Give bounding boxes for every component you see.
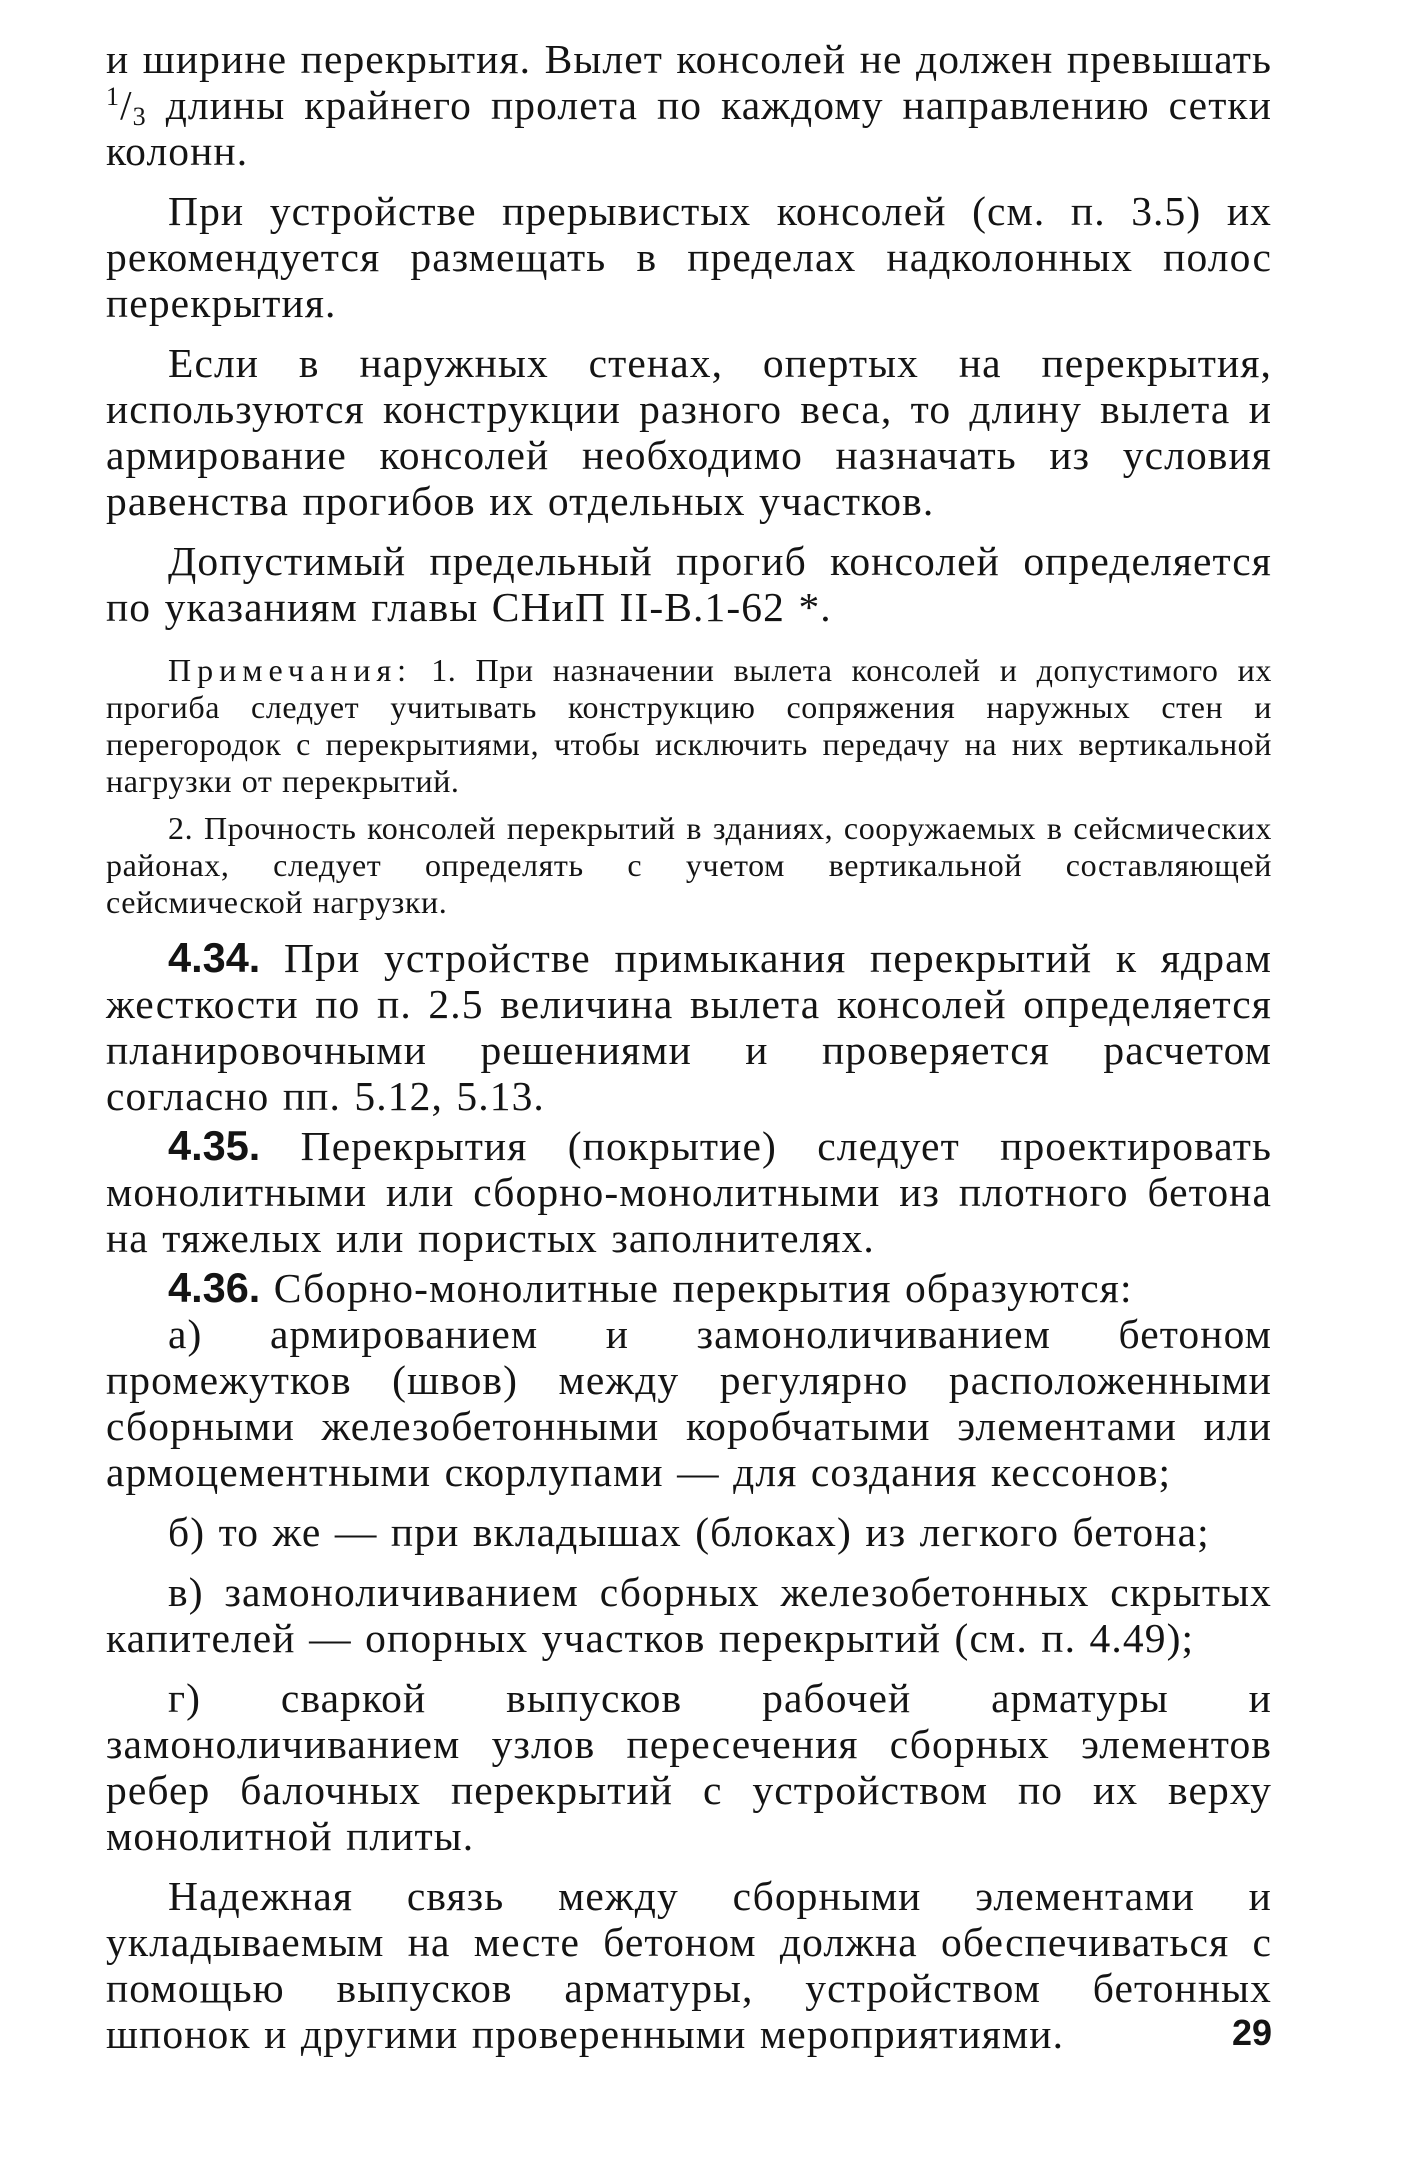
list-item-d: г) сваркой выпусков рабочей арматуры и замоноличиванием узлов пересечения сборных элементов ребер балочных перекрытий с устройством по их верху монолитной плиты. bbox=[106, 1675, 1272, 1859]
note-1 bbox=[106, 652, 1272, 800]
paragraph-text: длины крайнего пролета по каждому направлению сетки колонн. bbox=[106, 82, 1272, 174]
list-item-c: в) замоноличиванием сборных железобетонных скрытых капителей — опорных участков перекрытий (см. п. 4.49); bbox=[106, 1569, 1272, 1661]
section-number: 4.34. bbox=[168, 934, 261, 981]
paragraph-allowable-deflection: Допустимый предельный прогиб консолей определяется по указаниям главы СНиП II-В.1-62 *. bbox=[106, 538, 1272, 630]
document-page bbox=[106, 36, 1272, 2057]
note-2: 2. Прочность консолей перекрытий в зданиях, сооружаемых в сейсмических районах, следует определять с учетом вертикальной составляющей сейсмической нагрузки. bbox=[106, 810, 1272, 920]
list-item-b: б) то же — при вкладышах (блоках) из легкого бетона; bbox=[168, 1509, 1210, 1555]
section-text: Перекрытия (покрытие) следует проектировать монолитными или сборно-монолитными из плотного бетона на тяжелых или пористых заполнителях. bbox=[106, 1123, 1272, 1261]
section-4-34 bbox=[106, 935, 1272, 1119]
page-number: 29 bbox=[1231, 2012, 1272, 2053]
paragraph-intermittent-consoles: При устройстве прерывистых консолей (см. п. 3.5) их рекомендуется размещать в пределах надколонных полос перекрытия. bbox=[106, 188, 1272, 326]
notes-label: Примечания: bbox=[168, 652, 413, 688]
section-text: При устройстве примыкания перекрытий к ядрам жесткости по п. 2.5 величина вылета консолей определяется планировочными решениями и проверяется расчетом согласно пп. 5.12, 5.13. bbox=[106, 935, 1272, 1119]
note-1-text: 1. При назначении вылета консолей и допустимого их прогиба следует учитывать конструкцию сопряжения наружных стен и перегородок с перекрытиями, чтобы исключить передачу на них вертикальной нагрузки от перекрытий. bbox=[106, 652, 1272, 799]
paragraph-exterior-walls: Если в наружных стенах, опертых на перекрытия, используются конструкции разного веса, то длину вылета и армирование консолей необходимо назначать из условия равенства прогибов их отдельных участков. bbox=[106, 340, 1272, 524]
notes-block bbox=[106, 652, 1272, 921]
paragraph-text: и ширине перекрытия. Вылет консолей не должен превышать bbox=[106, 36, 1272, 82]
section-text: Сборно-монолитные перекрытия образуются: bbox=[260, 1265, 1133, 1311]
section-number: 4.36. bbox=[168, 1264, 261, 1311]
fraction-bar: / bbox=[120, 82, 133, 128]
paragraph-continuation bbox=[106, 36, 1272, 174]
paragraph-reliable-connection: Надежная связь между сборными элементами и укладываемым на месте бетоном должна обеспечиваться с помощью выпусков арматуры, устройством бетонных шпонок и другими проверенными мероприятиями. bbox=[106, 1873, 1272, 2057]
fraction-denominator: 3 bbox=[132, 102, 147, 131]
section-number: 4.35. bbox=[168, 1122, 261, 1169]
section-4-35 bbox=[106, 1123, 1272, 1261]
section-4-36 bbox=[106, 1265, 1272, 1311]
fraction-numerator: 1 bbox=[106, 82, 121, 111]
list-item-a: а) армированием и замоноличиванием бетоном промежутков (швов) между регулярно расположенными сборными железобетонными коробчатыми элементами или армоцементными скорлупами — для создания кессонов; bbox=[106, 1311, 1272, 1495]
